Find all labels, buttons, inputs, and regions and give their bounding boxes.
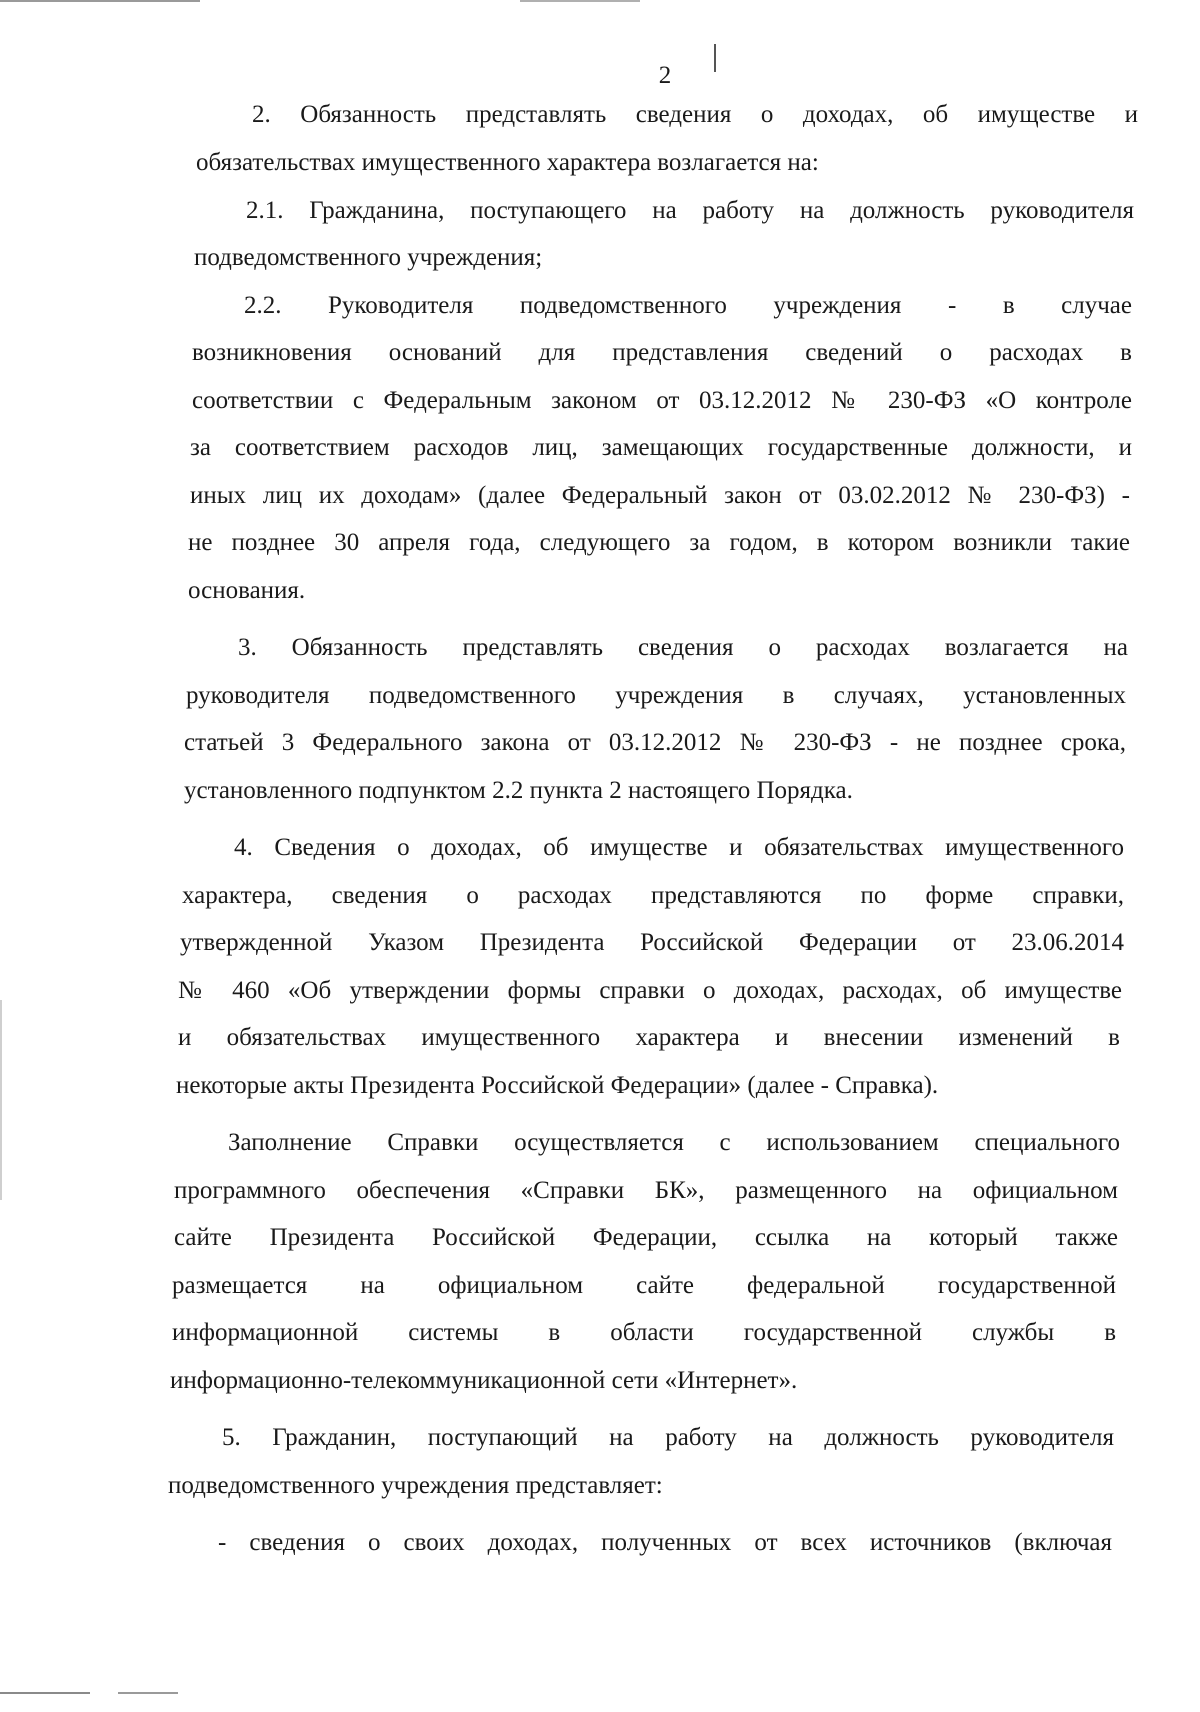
text-line: информационной системы в области государственной службы в: [172, 1319, 1116, 1346]
text-line: № 460 «Об утверждении формы справки о доходах, расходах, об имуществе: [178, 977, 1122, 1004]
text-line: обязательствах имущественного характера возлагается на:: [196, 149, 819, 176]
text-line: некоторые акты Президента Российской Федерации» (далее - Справка).: [176, 1072, 939, 1099]
scan-edge-artifact: [118, 1692, 178, 1694]
text-line: 2.2. Руководителя подведомственного учреждения - в случае: [244, 292, 1132, 319]
page-number: 2: [658, 62, 672, 89]
text-line: 2. Обязанность представлять сведения о доходах, об имуществе и: [252, 101, 1138, 128]
text-line: 4. Сведения о доходах, об имуществе и обязательствах имущественного: [234, 834, 1124, 861]
text-line: руководителя подведомственного учреждения в случаях, установленных: [186, 682, 1126, 709]
text-line: статьей 3 Федерального закона от 03.12.2012 № 230-ФЗ - не позднее срока,: [184, 729, 1126, 756]
text-line: установленного подпунктом 2.2 пункта 2 настоящего Порядка.: [184, 777, 853, 804]
scan-edge-artifact: [0, 0, 200, 2]
scan-edge-artifact: [0, 1000, 2, 1200]
scan-edge-artifact: [0, 1692, 90, 1694]
text-line: Заполнение Справки осуществляется с использованием специального: [228, 1129, 1120, 1156]
text-line: размещается на официальном сайте федеральной государственной: [172, 1272, 1116, 1299]
text-line: иных лиц их доходам» (далее Федеральный закон от 03.02.2012 № 230-ФЗ) -: [190, 482, 1130, 509]
text-line: подведомственного учреждения;: [194, 244, 543, 271]
text-line: сайте Президента Российской Федерации, ссылка на который также: [174, 1224, 1118, 1251]
text-line: за соответствием расходов лиц, замещающих государственные должности, и: [190, 434, 1132, 461]
text-line: подведомственного учреждения представляет:: [168, 1472, 663, 1499]
text-line: 3. Обязанность представлять сведения о расходах возлагается на: [238, 634, 1128, 661]
text-line: не позднее 30 апреля года, следующего за годом, в котором возникли такие: [188, 529, 1130, 556]
text-line: - сведения о своих доходах, полученных от всех источников (включая: [218, 1529, 1112, 1556]
text-line: 5. Гражданин, поступающий на работу на должность руководителя: [222, 1424, 1114, 1451]
text-line: информационно-телекоммуникационной сети «Интернет».: [170, 1367, 798, 1394]
text-line: и обязательствах имущественного характера и внесении изменений в: [178, 1024, 1120, 1051]
text-line: возникновения оснований для представления сведений о расходах в: [192, 339, 1132, 366]
text-line: характера, сведения о расходах представляются по форме справки,: [182, 882, 1124, 909]
text-line: утвержденной Указом Президента Российской Федерации от 23.06.2014: [180, 929, 1124, 956]
text-line: 2.1. Гражданина, поступающего на работу на должность руководителя: [246, 197, 1134, 224]
scan-edge-artifact: [520, 0, 640, 2]
text-line: программного обеспечения «Справки БК», размещенного на официальном: [174, 1177, 1118, 1204]
text-line: соответствии с Федеральным законом от 03.12.2012 № 230-ФЗ «О контроле: [192, 387, 1132, 414]
text-line: основания.: [188, 577, 306, 604]
